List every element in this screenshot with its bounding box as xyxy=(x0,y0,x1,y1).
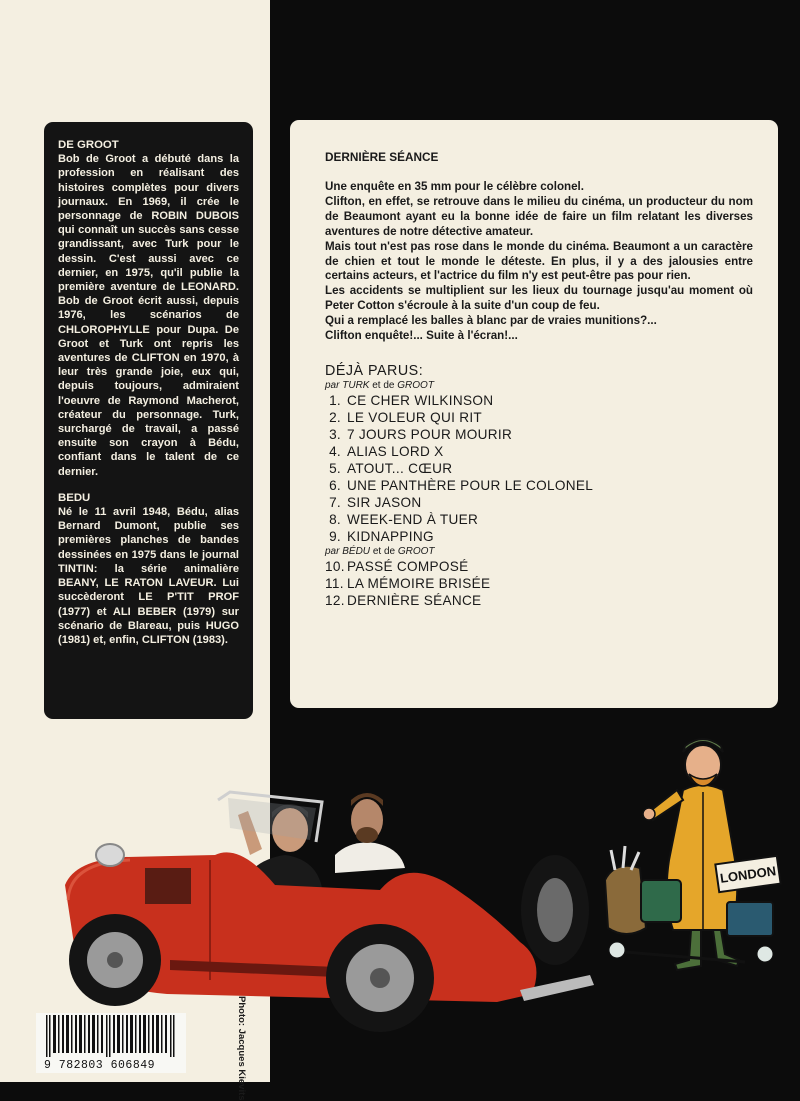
list-item xyxy=(325,409,753,426)
barcode xyxy=(36,1013,186,1073)
summary-title: DERNIÈRE SÉANCE xyxy=(325,150,439,164)
album-title: LE VOLEUR QUI RIT xyxy=(347,409,483,425)
album-list-bedu xyxy=(325,558,753,609)
byline-author: TURK xyxy=(342,379,370,391)
byline-bedu-de-groot xyxy=(325,546,753,557)
album-number: 1. xyxy=(329,392,341,408)
album-title: KIDNAPPING xyxy=(347,528,434,544)
list-item xyxy=(325,443,753,460)
album-title: ALIAS LORD X xyxy=(347,443,444,459)
summary-text xyxy=(325,180,753,344)
album-number: 3. xyxy=(329,426,341,442)
bio-heading-de-groot: DE GROOT xyxy=(58,139,119,151)
suitcase xyxy=(727,902,773,936)
list-item xyxy=(325,528,753,545)
bio-text-de-groot: Bob de Groot a débuté dans la profession en réalisant des histoires complètes pour divers journaux. En 1969, il crée le personnage de ROBIN DUBOIS qui connaît un succès sans cesse grandissant, avec Turk pour le dessin. C'est aussi avec ce dernier, en 1975, qu'il publie la première aventure de LEONARD. Bob de Groot écrit aussi, depuis 1976, les scénarios de CHLOROPHYLLE pour Dupa. De Groot et Turk ont repris les aventures de CLIFTON en 1970, à leur très grande joie, eux qui, depuis toujours, admiraient l'oeuvre de Raymond Macherot, créateur du personnage. Turk, surchargé de travail, a passé ensuite son crayon à Bédu, confiant dans le talent de ce dernier. xyxy=(58,153,239,478)
album-list-turk xyxy=(325,392,753,545)
grille xyxy=(145,868,191,904)
byline-par: par xyxy=(325,545,340,557)
album-number: 8. xyxy=(329,511,341,527)
front-wheel xyxy=(69,914,161,1006)
london-sign-label: LONDON xyxy=(719,863,778,886)
bio-text-bedu: Né le 11 avril 1948, Bédu, alias Bernard Dumont, publie ses premières planches de bandes dessinées en 1975 dans le journal TINTIN: la série animalière BEANY, LE RATON LAVEUR. Lui succèderont LE P'TIT PROF (1977) et ALI BEBER (1979) sur scénario de Blareau, puis HUGO (1981) et, enfin, CLIFTON (1983). xyxy=(58,506,239,646)
byline-de: de xyxy=(383,545,396,557)
summary-line: Les accidents se multiplient sur les lieux du tournage jusqu'au moment où Peter Cotton s'écroule à la suite d'un coup de feu. xyxy=(325,284,753,313)
album-number: 2. xyxy=(329,409,341,425)
deja-parus-heading: DÉJÀ PARUS: xyxy=(325,362,424,379)
byline-author: GROOT xyxy=(397,379,434,391)
car-photo xyxy=(50,760,610,1040)
byline-author: GROOT xyxy=(397,545,435,557)
headlight xyxy=(96,844,124,866)
album-title: SIR JASON xyxy=(347,494,422,510)
byline-turk-de-groot xyxy=(325,380,753,391)
album-title: WEEK-END À TUER xyxy=(347,511,479,527)
album-title: PASSÉ COMPOSÉ xyxy=(347,558,469,574)
list-item xyxy=(325,392,753,409)
album-title: DERNIÈRE SÉANCE xyxy=(347,592,482,608)
summary-line: Clifton, en effet, se retrouve dans le milieu du cinéma, un producteur du nom de Beaumont ayant eu la bonne idée de faire un film relatant les diverses aventures de notre détective amateur. xyxy=(325,194,753,238)
summary-line: Qui a remplacé les balles à blanc par de vraies munitions?... xyxy=(325,314,657,328)
album-number: 7. xyxy=(329,494,341,510)
byline-de: de xyxy=(383,379,395,391)
album-number: 10. xyxy=(325,558,345,574)
rear-wheel xyxy=(326,924,434,1032)
golf-bag xyxy=(605,866,646,934)
album-number: 4. xyxy=(329,443,341,459)
passenger-figure xyxy=(335,793,405,873)
album-title: UNE PANTHÈRE POUR LE COLONEL xyxy=(347,477,594,493)
list-item xyxy=(325,575,753,592)
bio-heading-bedu: BEDU xyxy=(58,491,91,504)
album-number: 12. xyxy=(325,592,345,608)
author-bio-panel xyxy=(44,122,253,719)
album-title: ATOUT... CŒUR xyxy=(347,460,453,476)
summary-line: Clifton enquête!... Suite à l'écran!... xyxy=(325,329,518,343)
list-item xyxy=(325,558,753,575)
green-case xyxy=(641,880,681,922)
clifton-character xyxy=(605,730,795,980)
album-title: CE CHER WILKINSON xyxy=(347,392,494,408)
album-summary-panel xyxy=(290,120,778,708)
list-item xyxy=(325,477,753,494)
album-title: LA MÉMOIRE BRISÉE xyxy=(347,575,491,591)
summary-line: Une enquête en 35 mm pour le célèbre colonel. xyxy=(325,180,585,193)
list-item xyxy=(325,592,753,609)
album-title: 7 JOURS POUR MOURIR xyxy=(347,426,513,442)
barcode-number: 9 782803 606849 xyxy=(44,1059,156,1072)
album-number: 9. xyxy=(329,528,341,544)
byline-author: BÉDU xyxy=(342,545,371,557)
list-item xyxy=(325,460,753,477)
spare-wheel xyxy=(521,855,589,965)
list-item xyxy=(325,511,753,528)
byline-et: et xyxy=(372,379,381,391)
byline-et: et xyxy=(372,545,382,557)
list-item xyxy=(325,494,753,511)
list-item xyxy=(325,426,753,443)
album-number: 11. xyxy=(325,575,344,591)
album-number: 5. xyxy=(329,460,341,476)
album-number: 6. xyxy=(329,477,341,493)
summary-line: Mais tout n'est pas rose dans le monde du cinéma. Beaumont a un caractère de chien et tout le monde le déteste. En plus, il y a des jalousies entre certains acteurs, et l'actrice du film n'y est peut-être pas pour rien. xyxy=(325,239,753,283)
photo-credit: Photo: Jacques Kievits xyxy=(236,996,247,1101)
barcode-bars xyxy=(46,1015,178,1057)
byline-par: par xyxy=(325,379,340,391)
